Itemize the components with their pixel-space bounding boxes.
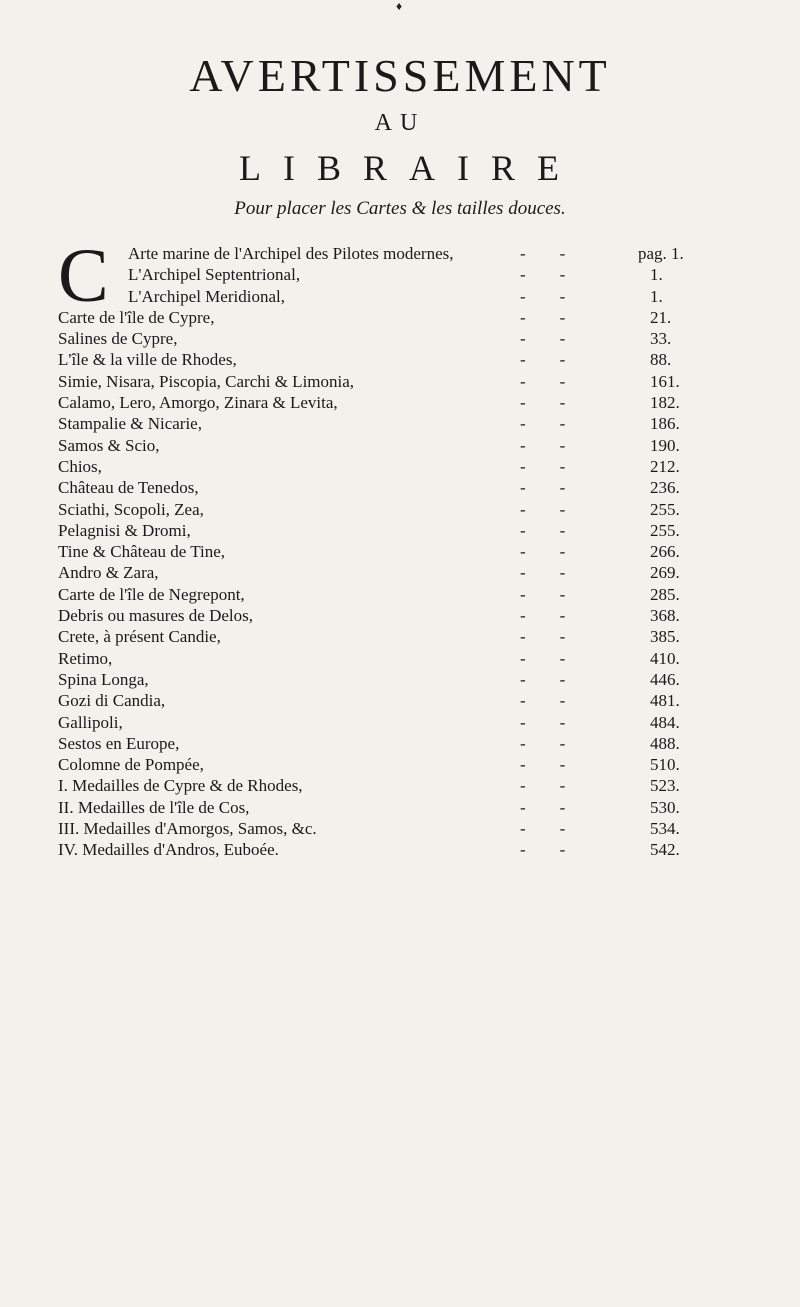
list-item — [0, 669, 800, 690]
list-item — [0, 818, 800, 839]
leader-dashes: - - — [520, 776, 566, 796]
italic-subtitle: Pour placer les Cartes & les tailles douces. — [234, 198, 566, 219]
list-item — [0, 307, 800, 328]
list-item — [0, 562, 800, 583]
entry-label: Chios, — [58, 456, 102, 476]
page-title: AVERTISSEMENT — [189, 50, 611, 101]
entry-page-number: 368. — [650, 606, 680, 626]
leader-dashes: - - — [520, 648, 566, 668]
leader-dashes: - - — [520, 478, 566, 498]
list-item — [0, 797, 800, 818]
list-item — [0, 733, 800, 754]
list-item — [0, 520, 800, 541]
leader-dashes: - - — [520, 371, 566, 391]
entry-label: Crete, à présent Candie, — [58, 627, 221, 647]
entry-page-number: 190. — [650, 435, 680, 455]
list-item — [0, 243, 800, 264]
list-item — [0, 648, 800, 669]
subtitle-au: AU — [374, 110, 426, 136]
entry-label: L'île & la ville de Rhodes, — [58, 350, 237, 370]
leader-dashes: - - — [520, 456, 566, 476]
list-item — [0, 264, 800, 285]
leader-dashes: - - — [520, 307, 566, 327]
entry-page-number: 1. — [650, 265, 663, 285]
leader-dashes: - - — [520, 840, 566, 860]
list-item — [0, 456, 800, 477]
list-item — [0, 499, 800, 520]
entry-label: Colomne de Pompée, — [58, 755, 204, 775]
entry-label: Simie, Nisara, Piscopia, Carchi & Limonia, — [58, 371, 355, 391]
leader-dashes: - - — [520, 627, 566, 647]
list-item — [0, 349, 800, 370]
entry-label: III. Medailles d'Amorgos, Samos, &c. — [58, 819, 317, 839]
entry-label: Stampalie & Nicarie, — [58, 414, 202, 434]
list-item — [0, 413, 800, 434]
list-item — [0, 541, 800, 562]
leader-dashes: - - — [520, 712, 566, 732]
leader-dashes: - - — [520, 797, 566, 817]
leader-dashes: - - — [520, 350, 566, 370]
entry-page-number: 1. — [650, 286, 663, 306]
entry-label: IV. Medailles d'Andros, Euboée. — [58, 840, 279, 860]
contents-list — [0, 243, 800, 861]
entry-page-number: 446. — [650, 669, 680, 689]
list-item — [0, 626, 800, 647]
entry-label: Sestos en Europe, — [58, 733, 180, 753]
leader-dashes: - - — [520, 393, 566, 413]
entry-page-number: 534. — [650, 819, 680, 839]
list-item — [0, 392, 800, 413]
entry-page-number: 266. — [650, 542, 680, 562]
entry-page-number: 285. — [650, 584, 680, 604]
leader-dashes: - - — [520, 563, 566, 583]
entry-label: Sciathi, Scopoli, Zea, — [58, 499, 204, 519]
list-item — [0, 328, 800, 349]
entry-page-number: 269. — [650, 563, 680, 583]
diamond-ornament-icon: ♦ — [395, 0, 403, 13]
drop-cap: C — [58, 234, 109, 318]
entry-label: Carte de l'île de Negrepont, — [58, 584, 245, 604]
entry-page-number: 488. — [650, 733, 680, 753]
entry-page-number: 530. — [650, 797, 680, 817]
entry-label: Retimo, — [58, 648, 113, 668]
entry-page-number: 484. — [650, 712, 680, 732]
entry-page-number: 182. — [650, 393, 680, 413]
leader-dashes: - - — [520, 414, 566, 434]
entry-page-number: 255. — [650, 520, 680, 540]
entry-page-number: 212. — [650, 456, 680, 476]
list-item — [0, 754, 800, 775]
entry-label: Samos & Scio, — [58, 435, 160, 455]
leader-dashes: - - — [520, 819, 566, 839]
leader-dashes: - - — [520, 244, 566, 263]
entry-label: L'Archipel Septentrional, — [128, 265, 301, 285]
entry-page-number: 255. — [650, 499, 680, 519]
entry-page-number: 88. — [650, 350, 672, 370]
leader-dashes: - - — [520, 435, 566, 455]
leader-dashes: - - — [520, 606, 566, 626]
leader-dashes: - - — [520, 584, 566, 604]
entry-label: I. Medailles de Cypre & de Rhodes, — [58, 776, 303, 796]
entry-page-number: 161. — [650, 371, 680, 391]
list-item — [0, 584, 800, 605]
leader-dashes: - - — [520, 755, 566, 775]
subtitle-libraire: LIBRAIRE — [239, 148, 581, 188]
entry-page-number: 21. — [650, 307, 672, 327]
list-item — [0, 605, 800, 626]
leader-dashes: - - — [520, 499, 566, 519]
leader-dashes: - - — [520, 286, 566, 306]
entry-label: Andro & Zara, — [58, 563, 159, 583]
leader-dashes: - - — [520, 265, 566, 285]
list-item — [0, 371, 800, 392]
entry-page-number: 510. — [650, 755, 680, 775]
entry-page-number: 481. — [650, 691, 680, 711]
leader-dashes: - - — [520, 520, 566, 540]
list-item — [0, 690, 800, 711]
entry-label: Debris ou masures de Delos, — [58, 606, 253, 626]
list-item — [0, 435, 800, 456]
entry-page-number: 385. — [650, 627, 680, 647]
leader-dashes: - - — [520, 669, 566, 689]
entry-page-number: 236. — [650, 478, 680, 498]
entry-page-number: 186. — [650, 414, 680, 434]
list-item — [0, 477, 800, 498]
list-item — [0, 712, 800, 733]
entry-label: Gozi di Candia, — [58, 691, 166, 711]
entry-label: Arte marine de l'Archipel des Pilotes modernes, — [128, 244, 454, 263]
entry-page-number: 523. — [650, 776, 680, 796]
leader-dashes: - - — [520, 733, 566, 753]
entry-label: Spina Longa, — [58, 669, 149, 689]
list-item — [0, 775, 800, 796]
entry-label: Salines de Cypre, — [58, 329, 178, 349]
list-item — [0, 839, 800, 860]
entry-label: Château de Tenedos, — [58, 478, 199, 498]
entry-page-number: 542. — [650, 840, 680, 860]
entry-page-number: 33. — [650, 329, 672, 349]
entry-label: Pelagnisi & Dromi, — [58, 520, 191, 540]
entry-label: Gallipoli, — [58, 712, 123, 732]
entry-label: II. Medailles de l'île de Cos, — [58, 797, 250, 817]
entry-label: L'Archipel Meridional, — [128, 286, 285, 306]
leader-dashes: - - — [520, 691, 566, 711]
entry-page-number: pag. 1. — [638, 244, 684, 263]
leader-dashes: - - — [520, 542, 566, 562]
entry-page-number: 410. — [650, 648, 680, 668]
entry-label: Carte de l'île de Cypre, — [58, 307, 215, 327]
entry-label: Tine & Château de Tine, — [58, 542, 226, 562]
leader-dashes: - - — [520, 329, 566, 349]
entry-label: Calamo, Lero, Amorgo, Zinara & Levita, — [58, 393, 338, 413]
list-item — [0, 286, 800, 307]
